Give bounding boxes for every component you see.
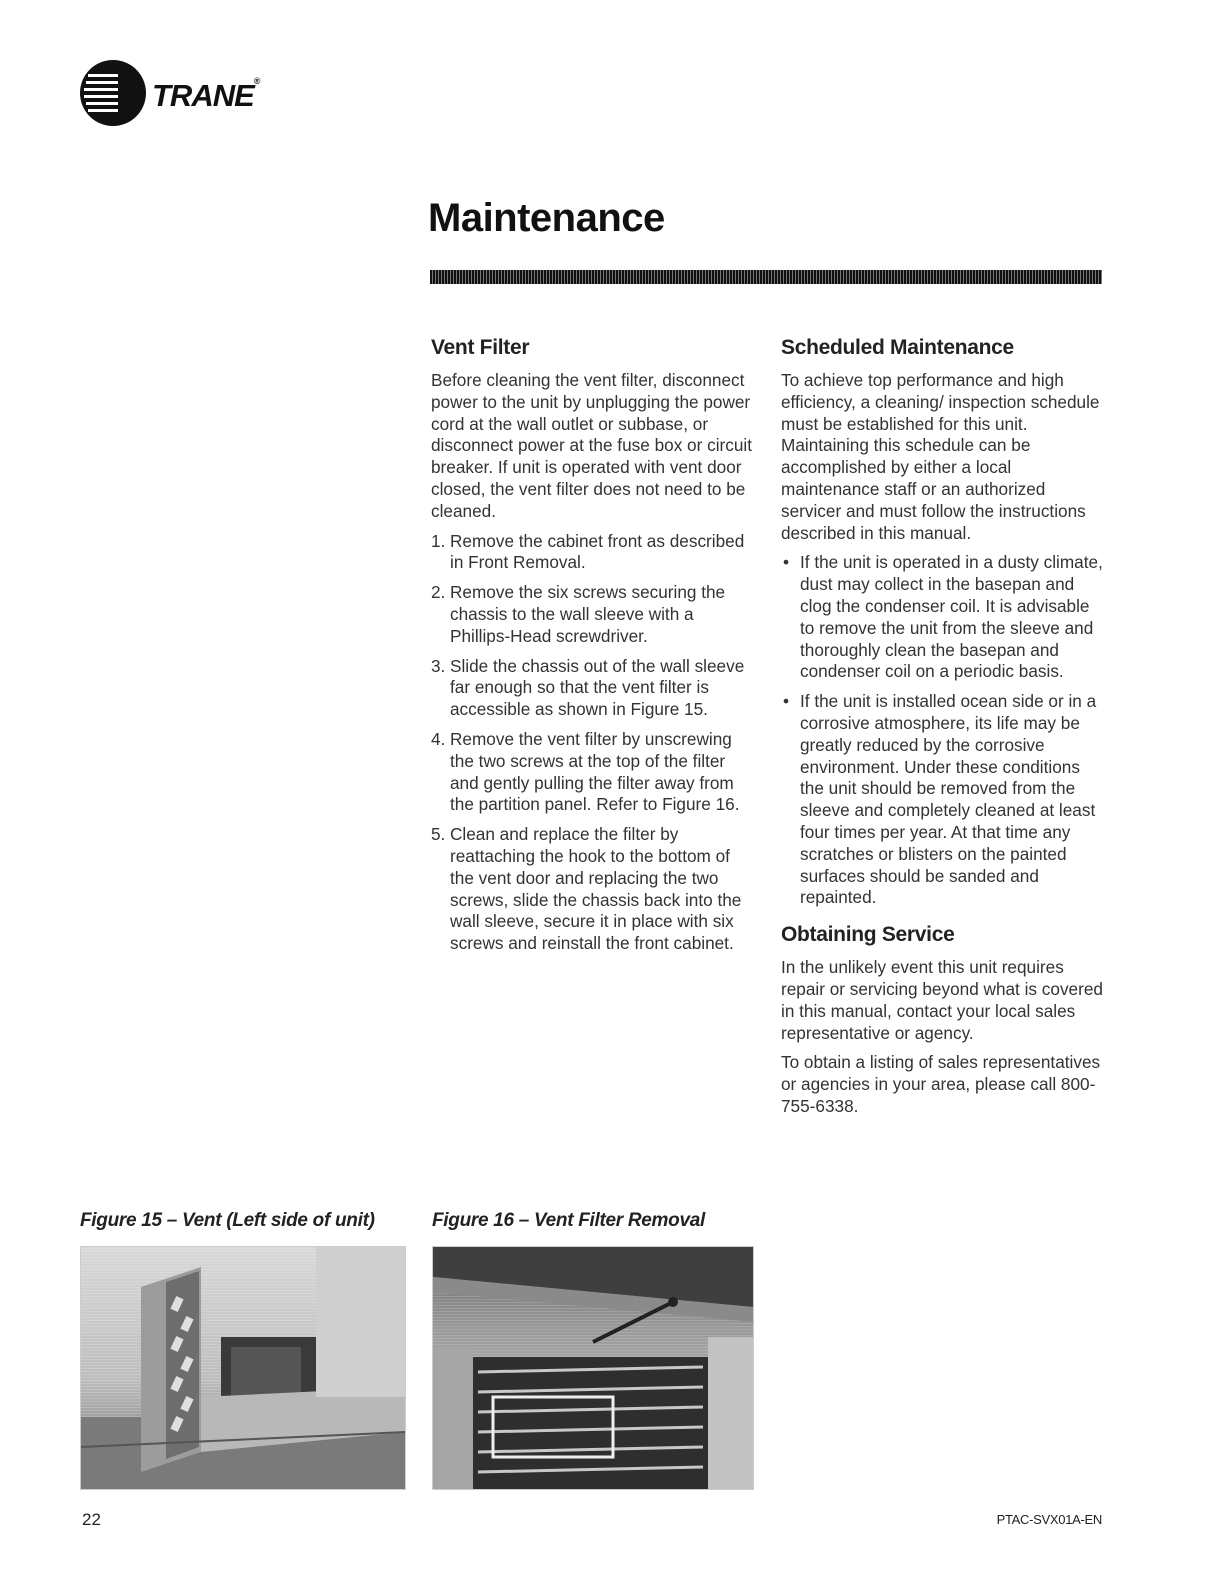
obtaining-service-para-2: To obtain a listing of sales representatives or agencies in your area, please call 800-755-6338. xyxy=(781,1052,1101,1116)
vent-filter-heading: Vent Filter xyxy=(431,336,530,359)
maintenance-bullets xyxy=(781,552,1106,909)
scheduled-maintenance-section xyxy=(781,336,1106,1126)
step-item: 3. Slide the chassis out of the wall sleeve far enough so that the vent filter is accessible as shown in Figure 15. xyxy=(431,655,745,720)
page-title: Maintenance xyxy=(428,196,665,240)
vent-filter-section xyxy=(431,336,756,963)
page-number: 22 xyxy=(82,1510,101,1529)
step-item: 4. Remove the vent filter by unscrewing the two screws at the top of the filter and gently pulling the filter away from the partition panel. Refer to Figure 16. xyxy=(431,728,740,815)
scheduled-maintenance-intro: To achieve top performance and high efficiency, a cleaning/ inspection schedule must be established for this unit. Maintaining this schedule can be accomplished by either a local maintenance staff or an authorized servicer and must follow the instructions described in this manual. xyxy=(781,370,1100,543)
figure-16-caption: Figure 16 – Vent Filter Removal xyxy=(432,1210,705,1231)
vent-filter-steps xyxy=(431,531,756,955)
list-item: • If the unit is installed ocean side or in a corrosive atmosphere, its life may be greatly reduced by the corrosive environment. Under these conditions the unit should be removed from the sleeve and completely cleaned at least four times per year. At that time any scratches or blisters on the painted surfaces should be sanded and repainted. xyxy=(783,691,1097,908)
obtaining-service-para-1: In the unlikely event this unit requires repair or servicing beyond what is covered in this manual, contact your local sales representative or agency. xyxy=(781,957,1103,1043)
trane-logo xyxy=(80,60,280,126)
figure-16-photo xyxy=(432,1246,754,1490)
vent-filter-intro: Before cleaning the vent filter, disconnect power to the unit by unplugging the power cord at the wall outlet or subbase, or disconnect power at the fuse box or circuit breaker. If unit is operated with vent door closed, the vent filter does not need to be cleaned. xyxy=(431,370,752,521)
step-item: 1. Remove the cabinet front as described in Front Removal. xyxy=(431,530,745,573)
trane-logo-text: TRANE® xyxy=(152,76,260,113)
vent-unit-illustration xyxy=(81,1247,405,1489)
figure-15-photo xyxy=(80,1246,406,1490)
document-code: PTAC-SVX01A-EN xyxy=(996,1512,1102,1527)
list-item: • If the unit is operated in a dusty climate, dust may collect in the basepan and clog the condenser coil. It is advisable to remove the unit from the sleeve and thoroughly clean the basepan and condenser coil on a periodic basis. xyxy=(783,552,1103,682)
title-rule-divider xyxy=(430,270,1102,284)
figure-15-caption: Figure 15 – Vent (Left side of unit) xyxy=(80,1210,375,1231)
obtaining-service-heading: Obtaining Service xyxy=(781,923,955,947)
step-item: 2. Remove the six screws securing the chassis to the wall sleeve with a Phillips-Head screwdriver. xyxy=(431,582,726,646)
vent-filter-removal-illustration xyxy=(433,1247,753,1489)
scheduled-maintenance-heading: Scheduled Maintenance xyxy=(781,336,1014,359)
step-item: 5. Clean and replace the filter by reattaching the hook to the bottom of the vent door and replacing the two screws, slide the chassis back into the wall sleeve, secure it in place with six screws and reinstall the front cabinet. xyxy=(431,824,742,954)
trane-logo-mark-icon xyxy=(80,60,146,126)
